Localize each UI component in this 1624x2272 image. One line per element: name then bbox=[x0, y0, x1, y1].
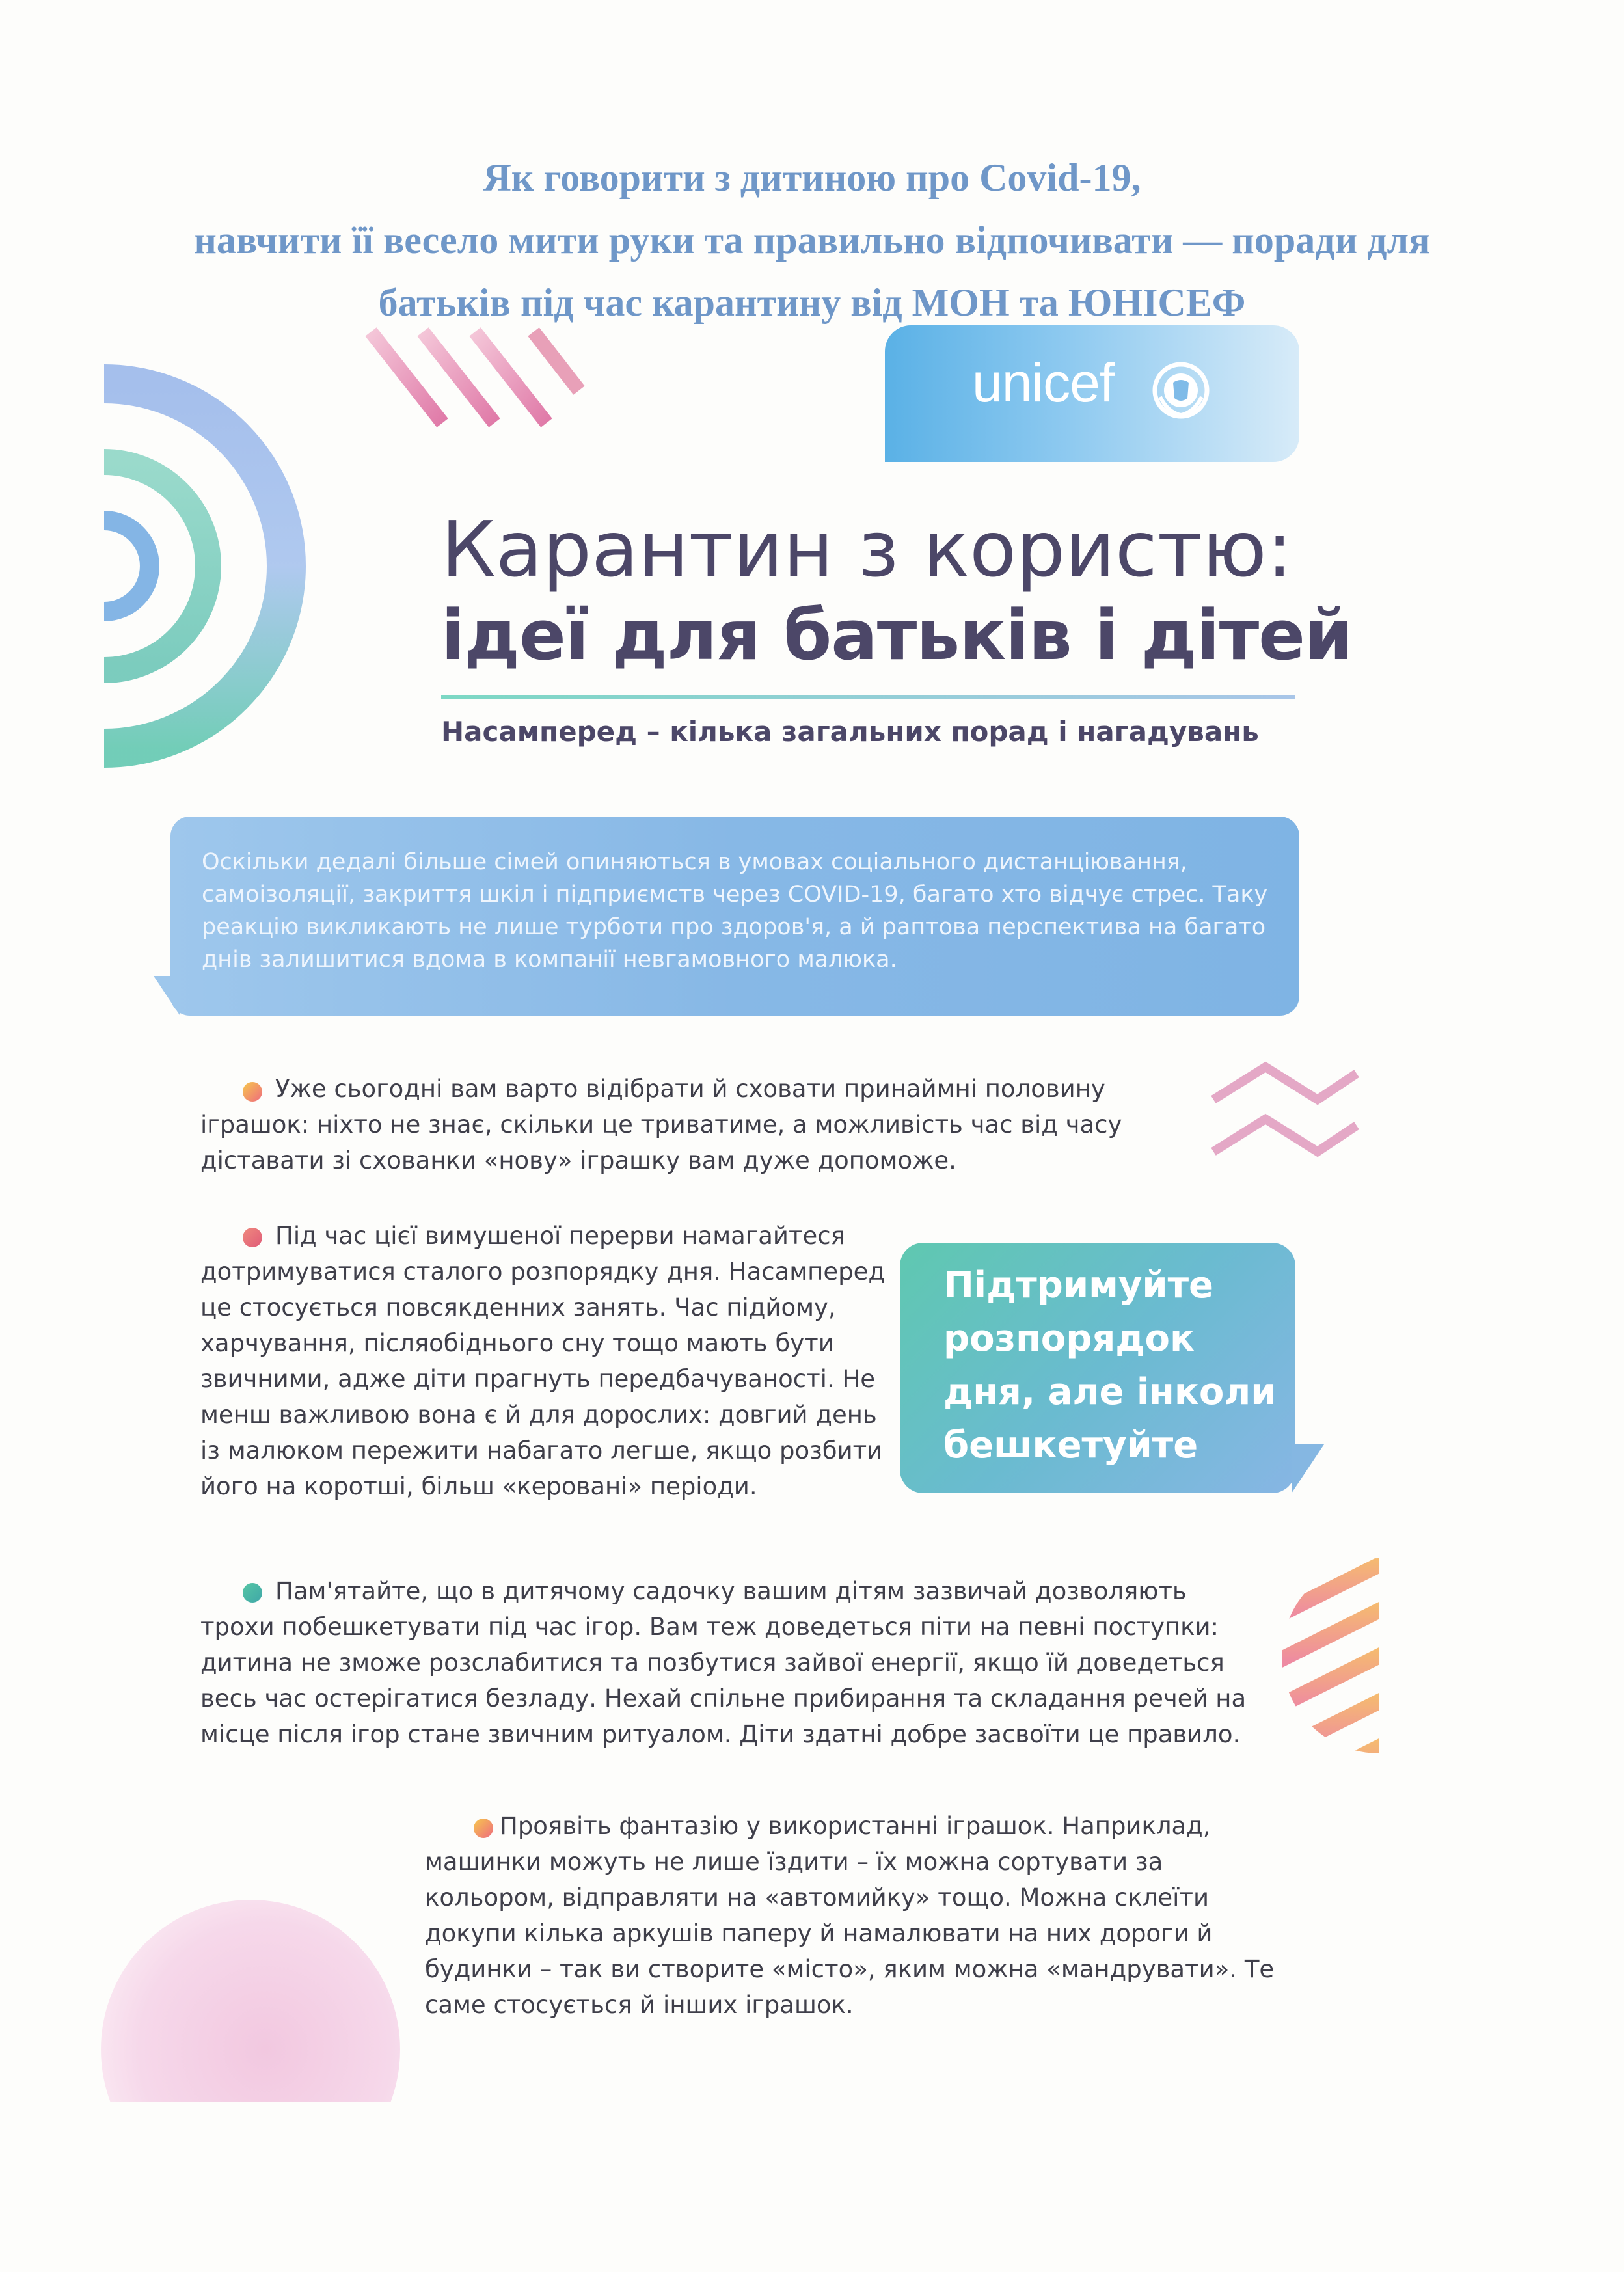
title-line-1: Як говорити з дитиною про Covid-19, bbox=[483, 156, 1141, 199]
decorative-striped-half-circle bbox=[1275, 1558, 1379, 1753]
tip-2-text: Під час цієї вимушеної перерви намагайтеся дотримуватися сталого розпорядку дня. Насамперед це стосується повсякденних занять. Час підйому, харчування, післяобіднього сну тощо мають бути звичними, адже діти прагнуть передбачуваності. Не менш важливою вона є й для дорослих: довгий день із малюком пережити набагато легше, якщо розбити його на коротші, більш «керовані» періоди. bbox=[200, 1222, 885, 1500]
headline-line-2: ідеї для батьків і дітей bbox=[441, 595, 1353, 675]
subheadline: Насамперед – кілька загальних порад і нагадувань bbox=[441, 716, 1259, 748]
unicef-wordmark: unicef bbox=[972, 352, 1115, 413]
decorative-pink-circle bbox=[101, 1854, 407, 2102]
decorative-stripes bbox=[351, 319, 605, 481]
tip-4-text: Проявіть фантазію у використанні іграшок. Наприклад, машинки можуть не лише їздити – їх можна сортувати за кольором, відправляти на «автомийку» тощо. Можна склеїти докупи кілька аркушів паперу й намалювати на них дороги й будинки – так ви створите «місто», яким можна «мандрувати». Те саме стосується й інших іграшок. bbox=[425, 1812, 1275, 2019]
headline-divider bbox=[441, 695, 1295, 699]
tip-3-text: Пам'ятайте, що в дитячому садочку вашим дітям зазвичай дозволяють трохи побешкетувати під час ігор. Вам теж доведеться піти на певні поступки: дитина не зможе розслабитися та позбутися зайвої енергії, якщо їй доведеться весь час остерігатися безладу. Нехай спільне прибирання та складання речей на місце після ігор стане звичним ритуалом. Діти здатні добре засвоїти це правило. bbox=[200, 1577, 1247, 1748]
unicef-globe-icon bbox=[1148, 358, 1213, 423]
callout-tail bbox=[1292, 1444, 1324, 1493]
headline-line-1: Карантин з користю: bbox=[441, 504, 1293, 594]
title-line-2: навчити її весело мити руки та правильно відпочивати — поради для bbox=[194, 219, 1430, 262]
intro-box-tail bbox=[154, 976, 180, 1015]
decorative-zigzag bbox=[1207, 1054, 1363, 1171]
page-title bbox=[39, 146, 1585, 334]
tip-1-text: Уже сьогодні вам варто відібрати й сховати принаймні половину іграшок: ніхто не знає, скільки це триватиме, а можливість час від часу діставати зі схованки «нову» іграшку вам дуже допоможе. bbox=[200, 1075, 1122, 1174]
callout-text: Підтримуйте розпорядок дня, але інколи бешкетуйте bbox=[943, 1264, 1277, 1467]
decorative-rings bbox=[0, 364, 390, 768]
title-line-3: батьків під час карантину від МОН та ЮНІСЕФ bbox=[378, 281, 1246, 324]
intro-text: Оскільки дедалі більше сімей опиняються в умовах соціального дистанціювання, самоізоляції, закриття шкіл і підприємств через COVID-19, багато хто відчує стрес. Таку реакцію викликають не лише турботи про здоров'я, а й раптова перспектива на багато днів залишитися вдома в компанії невгамовного малюка. bbox=[202, 849, 1268, 973]
